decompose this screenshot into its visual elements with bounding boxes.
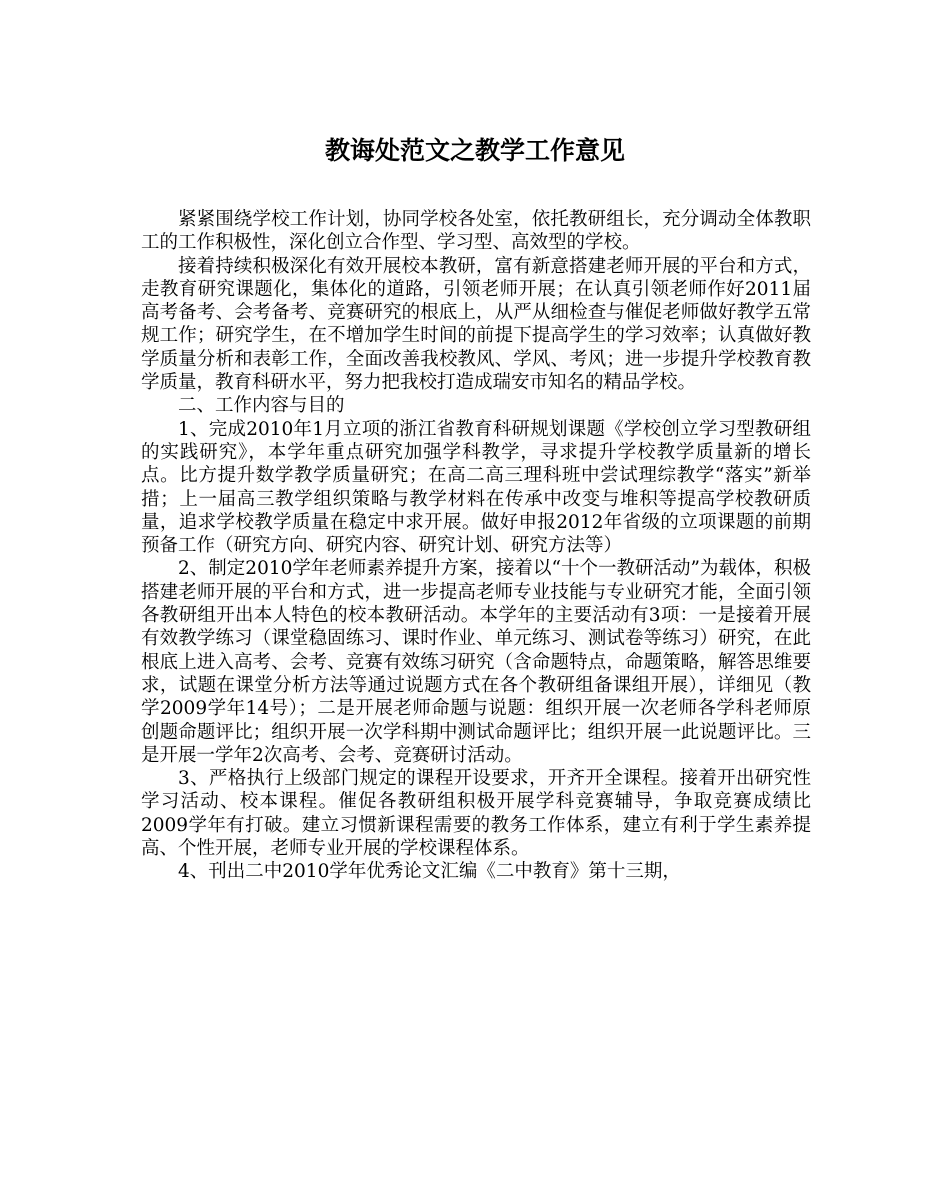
paragraph-item-2: 2、制定2010学年老师素养提升方案，接着以“十个一教研活动”为载体，积极搭建老师开展的平台和方式，进一步提高老师专业技能与专业研究才能，全面引领各教研组开出本人特色的校本教研活动。本学年的主要活动有3项：一是接着开展有效教学练习（课堂稳固练习、课时作业、单元练习、测试卷等练习）研究，在此根底上进入高考、会考、竞赛有效练习研究（含命题特点，命题策略，解答思维要求，试题在课堂分析方法等通过说题方式在各个教研组备课组开展），详细见（教学2009学年14号）；二是开展老师命题与说题：组织开展一次老师各学科老师原创题命题评比；组织开展一次学科期中测试命题评比；组织开展一此说题评比。三是开展一学年2次高考、会考、竞赛研讨活动。: [141, 558, 811, 766]
paragraph-item-1: 1、完成2010年1月立项的浙江省教育科研规划课题《学校创立学习型教研组的实践研究》，本学年重点研究加强学科教学，寻求提升学校教学质量新的增长点。比方提升数学教学质量研究；在高二高三理科班中尝试理综教学“落实”新举措；上一届高三教学组织策略与教学材料在传承中改变与堆积等提高学校教研质量，追求学校教学质量在稳定中求开展。做好申报2012年省级的立项课题的前期预备工作（研究方向、研究内容、研究计划、研究方法等）: [141, 418, 811, 557]
paragraph-item-4: 4、刊出二中2010学年优秀论文汇编《二中教育》第十三期，: [178, 861, 681, 883]
paragraph-intro: 紧紧围绕学校工作计划，协同学校各处室，依托教研组长，充分调动全体教职工的工作积极性，深化创立合作型、学习型、高效型的学校。: [141, 209, 811, 254]
document-body: [141, 208, 811, 884]
paragraph-item-3: 3、严格执行上级部门规定的课程开设要求，开齐开全课程。接着开出研究性学习活动、校本课程。催促各教研组积极开展学科竞赛辅导，争取竞赛成绩比2009学年有打破。建立习惯新课程需要的教务工作体系，建立有利于学生素养提高、个性开展，老师专业开展的学校课程体系。: [141, 768, 811, 860]
section-heading-work-content: 二、工作内容与目的: [178, 395, 345, 417]
paragraph-guiding-principles: 接着持续积极深化有效开展校本教研，富有新意搭建老师开展的平台和方式，走教育研究课题化，集体化的道路，引领老师开展；在认真引领老师作好2011届高考备考、会考备考、竞赛研究的根底上，从严从细检查与催促老师做好教学五常规工作；研究学生，在不增加学生时间的前提下提高学生的学习效率；认真做好教学质量分析和表彰工作，全面改善我校教风、学风、考风；进一步提升学校教育教学质量，教育科研水平，努力把我校打造成瑞安市知名的精品学校。: [141, 255, 811, 394]
document-title: 教诲处范文之教学工作意见: [324, 136, 625, 165]
